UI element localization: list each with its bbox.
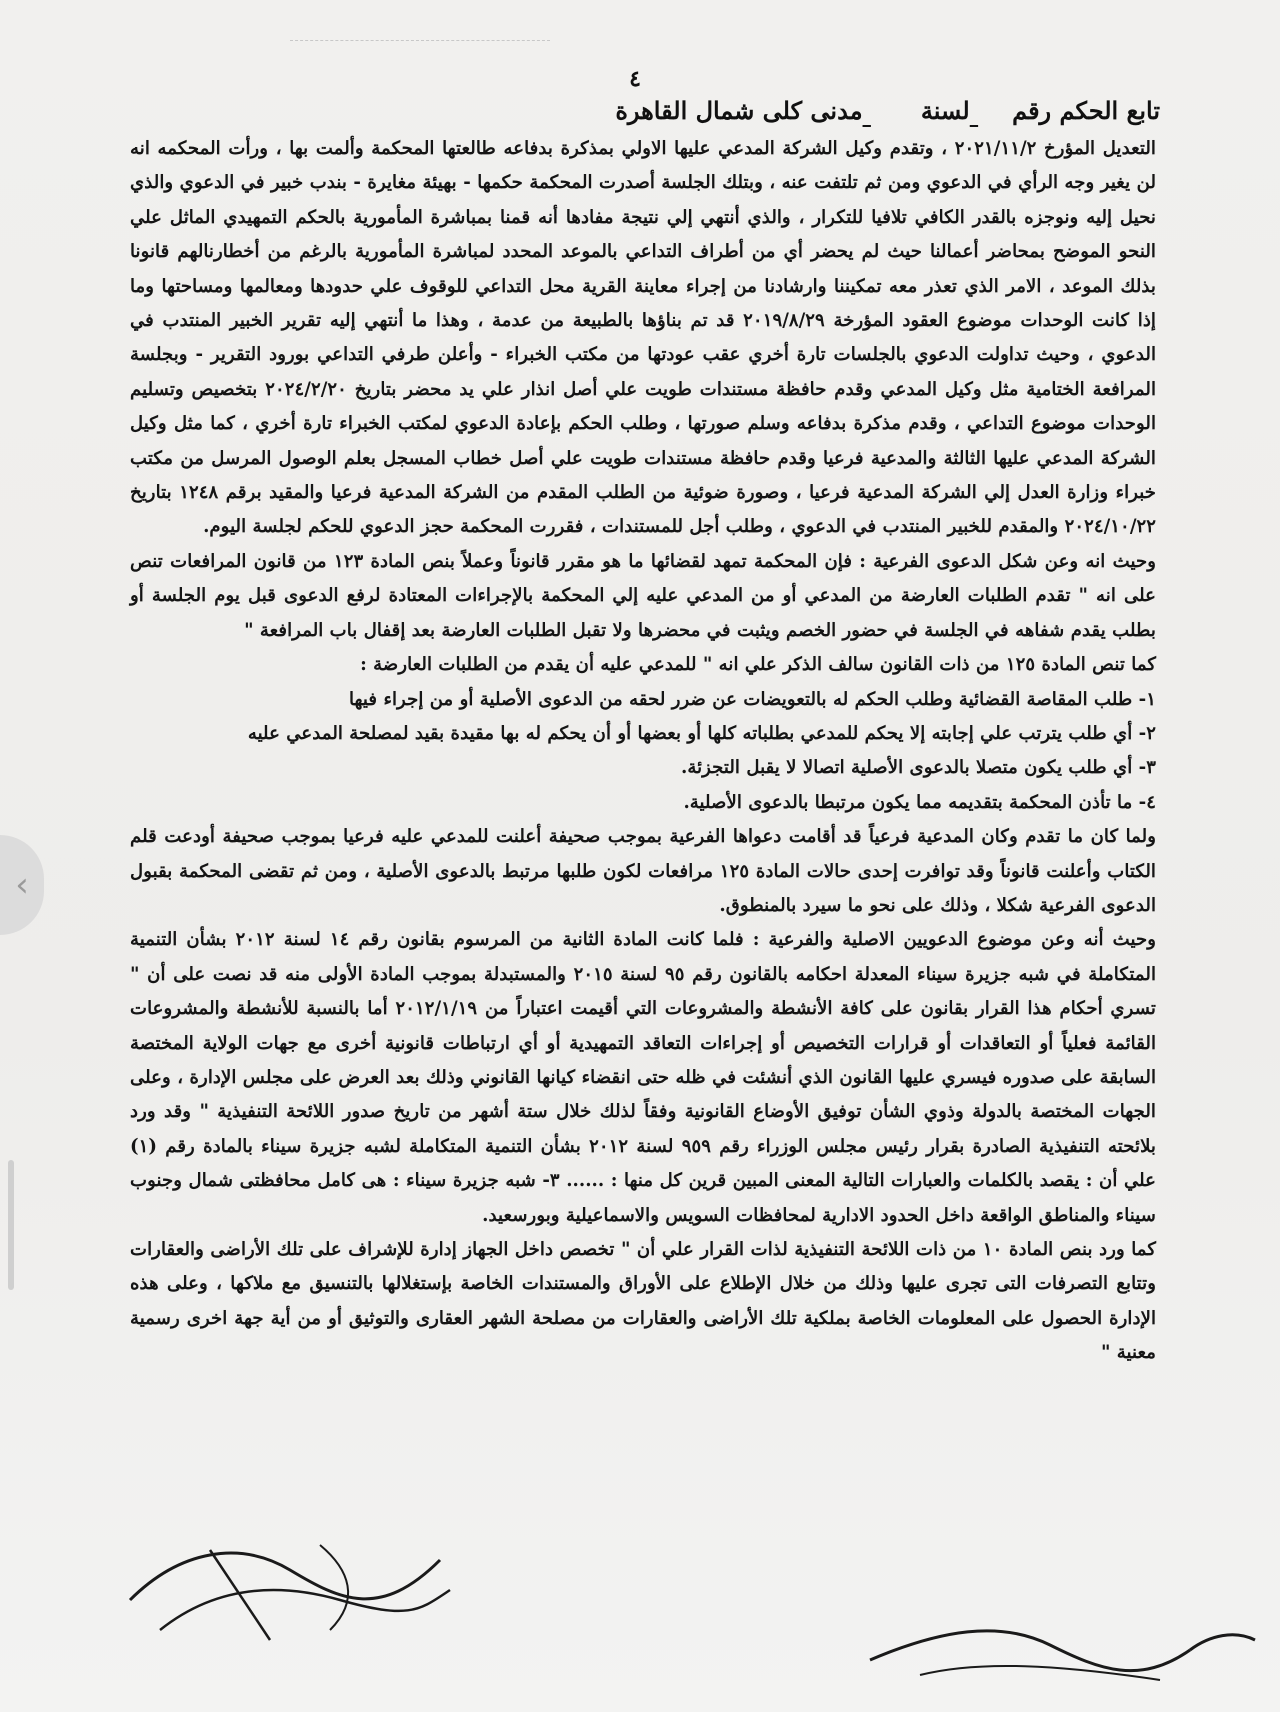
heading-year: لسنة bbox=[920, 96, 970, 125]
page-number: ٤ bbox=[629, 66, 641, 92]
heading-case-number: تابع الحكم رقم bbox=[1012, 96, 1160, 125]
scrollbar[interactable] bbox=[8, 1160, 14, 1290]
article-list bbox=[130, 683, 1156, 821]
paragraph: ولما كان ما تقدم وكان المدعية فرعياً قد أقامت دعواها الفرعية بموجب صحيفة أعلنت للمدعي عليه فرعيا بموجب صحيفة أودعت قلم الكتاب وأعلنت قانوناً وقد توافرت إحدى حالات المادة ١٢٥ مرافعات لكون طلبها مرتبط بالدعوى الأصلية ، ومن ثم تقضى المحكمة بقبول الدعوى الفرعية شكلا ، وذلك على نحو ما سيرد بالمنطوق. bbox=[130, 826, 1156, 916]
paragraph: كما ورد بنص المادة ١٠ من ذات اللائحة التنفيذية لذات القرار علي أن " تخصص داخل الجهاز إدارة للإشراف على تلك الأراضى والعقارات وتتابع التصرفات التى تجرى عليها وذلك من خلال الإطلاع على الأوراق والمستندات الخاصة بإستغلالها بالتنسيق مع ملاكها ، وعلى هذه الإدارة الحصول على المعلومات الخاصة بملكية تلك الأراضى والعقارات من مصلحة الشهر العقارى والتوثيق أو من أية جهة اخرى رسمية معنية " bbox=[130, 1239, 1156, 1364]
list-item: ٢- أي طلب يترتب علي إجابته إلا يحكم للمدعي بطلباته كلها أو بعضها أو أن يحكم له بها مقيدة بقيد لمصلحة المدعي عليه bbox=[247, 722, 1156, 744]
page-heading bbox=[140, 96, 1160, 125]
paragraph: وحيث أنه وعن موضوع الدعويين الاصلية والفرعية : فلما كانت المادة الثانية من المرسوم بقانون رقم ١٤ لسنة ٢٠١٢ بشأن التنمية المتكاملة في شبه جزيرة سيناء المعدلة احكامه بالقانون رقم ٩٥ لسنة ٢٠١٥ والمستبدلة بموجب المادة الأولى منه قد نصت على أن " تسري أحكام هذا القرار بقانون على كافة الأنشطة والمشروعات التي أقيمت اعتباراً من ٢٠١٢/١/١٩ أما بالنسبة للأنشطة والمشروعات القائمة فعلياً أو التعاقدات أو قرارات التخصيص أو إجراءات التعاقد التمهيدية أو أي ارتباطات قانونية أخرى مع جهات الولاية المختصة السابقة على صدوره فيسري عليها القانون الذي أنشئت في ظله حتى انقضاء كيانها القانوني وذلك بعد العرض على مجلس الإدارة ، وعلى الجهات المختصة بالدولة وذوي الشأن توفيق الأوضاع القانونية وفقاً لذلك خلال ستة أشهر من تاريخ صدور اللائحة التنفيذية " وقد ورد بلائحته التنفيذية الصادرة بقرار رئيس مجلس الوزراء رقم ٩٥٩ لسنة ٢٠١٢ بشأن التنمية المتكاملة لشبه جزيرة سيناء بالمادة رقم (١) علي أن : يقصد بالكلمات والعبارات التالية المعنى المبين قرين كل منها : ...... ٣- شبه جزيرة سيناء : هى كامل محافظتى شمال وجنوب سيناء والمناطق الواقعة داخل الحدود الادارية لمحافظات السويس والاسماعيلية وبورسعيد. bbox=[130, 929, 1156, 1226]
handwritten-signature bbox=[120, 1530, 460, 1650]
handwritten-mark bbox=[860, 1590, 1260, 1700]
paragraph: وحيث انه وعن شكل الدعوى الفرعية : فإن المحكمة تمهد لقضائها ما هو مقرر قانوناً وعملاً بنص المادة ١٢٣ من قانون المرافعات تنص على انه " تقدم الطلبات العارضة من المدعي أو من المدعي عليه إلي المحكمة بالإجراءات المعتادة لرفع الدعوى قبل يوم الجلسة أو بطلب يقدم شفاهه في الجلسة في حضور الخصم ويثبت في محضرها ولا تقبل الطلبات العارضة بعد إقفال باب المرافعة " bbox=[130, 550, 1157, 641]
judgment-body bbox=[130, 132, 1156, 1371]
chevron-left-icon[interactable]: ‹ bbox=[0, 835, 44, 935]
paragraph: التعديل المؤرخ ٢٠٢١/١١/٢ ، وتقدم وكيل الشركة المدعي عليها الاولي بمذكرة بدفاعه طالعتها المحكمة وألمت بها ، ورأت المحكمه انه لن يغير وجه الرأي في الدعوي ومن ثم تلتفت عنه ، وبتلك الجلسة أصدرت المحكمة حكمها - بهيئة مغايرة - بندب خبير في الدعوي والذي نحيل إليه ونوجزه بالقدر الكافي تلافيا للتكرار ، والذي أنتهي إلي نتيجة مفادها أنه قمنا بمباشرة المأمورية بالحكم التمهيدي الماثل علي النحو الموضح بمحاضر أعمالنا حيث لم يحضر أي من أطراف التداعي بالموعد المحدد لمباشرة المأمورية بالرغم من أخطارنالهم قانونا بذلك الموعد ، الامر الذي تعذر معه تمكيننا وارشادنا من إجراء معاينة القرية محل التداعي للوقوف علي حدودها ومعالمها ومساحتها وما إذا كانت الوحدات موضوع العقود المؤرخة ٢٠١٩/٨/٢٩ قد تم بناؤها بالطبيعة من عدمة ، وهذا ما أنتهي إليه تقرير الخبير المنتدب في الدعوي ، وحيث تداولت الدعوي بالجلسات تارة أخري عقب عودتها من مكتب الخبراء - وأعلن طرفي التداعي بورود التقرير - وبجلسة المرافعة الختامية مثل وكيل المدعي وقدم حافظة مستندات طويت علي أصل انذار علي يد محضر بتاريخ ٢٠٢٤/٢/٢٠ بتخصيص وتسليم الوحدات موضوع التداعي ، وقدم مذكرة بدفاعه وسلم صورتها ، وطلب الحكم بإعادة الدعوي لمكتب الخبراء تارة أخري ، كما مثل وكيل الشركة المدعي عليها الثالثة والمدعية فرعيا وقدم حافظة مستندات طويت علي أصل خطاب المسجل بعلم الوصول المرسل من مكتب خبراء وزارة العدل إلي الشركة المدعية فرعيا ، وصورة ضوئية من الطلب المقدم من الشركة المدعية فرعيا والمقيد برقم ١٢٤٨ بتاريخ ٢٠٢٤/١٠/٢٢ والمقدم للخبير المنتدب في الدعوي ، وطلب أجل للمستندات ، فقررت المحكمة حجز الدعوي للحكم لجلسة اليوم. bbox=[130, 138, 1156, 538]
list-item: ٤- ما تأذن المحكمة بتقديمه مما يكون مرتبطا بالدعوى الأصلية. bbox=[683, 791, 1156, 813]
heading-court: مدنى كلى شمال القاهرة bbox=[615, 96, 863, 125]
list-item: ١- طلب المقاصة القضائية وطلب الحكم له بالتعويضات عن ضرر لحقه من الدعوى الأصلية أو من إجراء فيها bbox=[349, 688, 1156, 710]
scan-artifact bbox=[290, 40, 550, 51]
paragraph: كما تنص المادة ١٢٥ من ذات القانون سالف الذكر علي انه " للمدعي عليه أن يقدم من الطلبات العارضة : bbox=[360, 654, 1156, 676]
list-item: ٣- أي طلب يكون متصلا بالدعوى الأصلية اتصالا لا يقبل التجزئة. bbox=[680, 757, 1156, 779]
